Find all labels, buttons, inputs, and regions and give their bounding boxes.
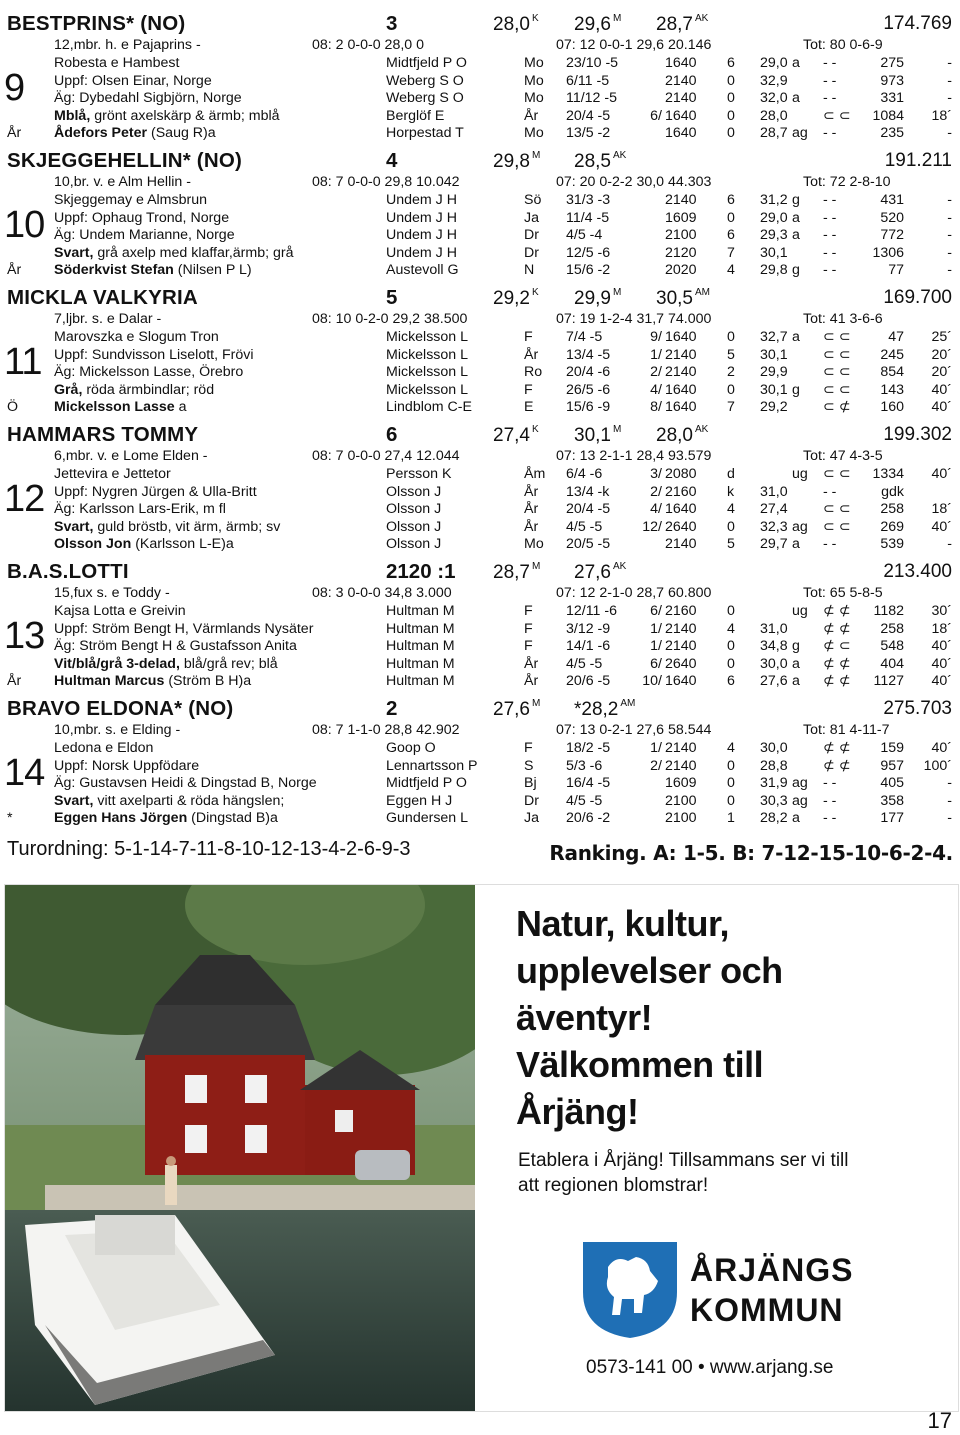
odds-value: 29,6 $^M$ [574,13,622,35]
odds-value: 28,5 $^{AK}$ [574,150,627,172]
driver-class: Ö [7,399,19,415]
post-position: 5 [386,286,398,309]
program-number: 13 [4,615,45,657]
ad-body-line: att regionen blomstrar! [518,1175,709,1196]
horse-name: B.A.S.LOTTI [7,560,129,583]
odds-value: 28,7 $^M$ [493,561,541,583]
start-row: Jettevira e Jettetor Persson K Åm 6/4 -6 3/ 2080 d ug ⊂ ⊂ 1334 40´ [54,466,952,482]
program-number: 10 [4,204,45,246]
start-row: Söderkvist Stefan (Nilsen P L) Austevoll G N 15/6 -2 2020 4 29,8 g - - 77 - [54,262,952,278]
driver-class: År [7,673,22,689]
program-number: 14 [4,752,45,794]
horse-info-row: 7,ljbr. s. e Dalar - 08: 10 0-2-0 29,2 38.500 07: 19 1-2-4 31,7 74.000 Tot: 41 3-6-6 [54,311,883,327]
start-order: Turordning: 5-1-14-7-11-8-10-12-13-4-2-6-9-3 [7,838,411,860]
horse-name: BRAVO ELDONA* (NO) [7,697,234,720]
driver-class: År [7,125,22,141]
ad-headline-line: äventyr! [516,997,653,1038]
odds-value: 28,0 $^{AK}$ [656,424,709,446]
horse-name: SKJEGGEHELLIN* (NO) [7,149,243,172]
start-row: Skjeggemay e Almsbrun Undem J H Sö 31/3 -3 2140 6 31,2 g - - 431 - [54,192,952,208]
horse-header [0,695,960,723]
ranking: Ranking. A: 1-5. B: 7-12-15-10-6-2-4. [549,841,953,865]
horse-header [0,558,960,586]
post-position: 6 [386,423,398,446]
post-position: 4 [386,149,398,172]
odds-value: 29,9 $^M$ [574,287,622,309]
horse-entry [0,695,960,830]
start-row: Äg: Ström Bengt H & Gustafsson Anita Hultman M F 14/1 -6 1/ 2140 0 34,8 g ⊄ ⊂ 548 40´ [54,638,952,654]
horse-points: 174.769 [883,13,952,34]
ad-body [518,1148,849,1198]
start-row: Svart, guld bröstb, vit ärm, ärmb; sv Olsson J År 4/5 -5 12/ 2640 0 32,3 ag ⊂ ⊂ 269 40´ [54,518,952,535]
start-row: Äg: Dybedahl Sigbjörn, Norge Weberg S O Mo 11/12 -5 2140 0 32,0 a - - 331 - [54,90,952,106]
ad-contact: 0573-141 00 • www.arjang.se [586,1357,834,1378]
ad-headline-line: Välkommen till [516,1044,764,1085]
driver-class: * [7,810,13,826]
program-number: 11 [4,341,42,383]
odds-value: 27,6 $^M$ [493,698,541,720]
horse-entry [0,147,960,282]
horse-info-row: 10,mbr. s. e Elding - 08: 7 1-1-0 28,8 42.902 07: 13 0-2-1 27,6 58.544 Tot: 81 4-11-7 [54,722,890,738]
start-row: Uppf: Nygren Jürgen & Ulla-Britt Olsson J År 13/4 -k 2/ 2160 k 31,0 - - gdk [54,483,904,500]
horse-points: 199.302 [883,424,952,445]
horse-points: 169.700 [883,287,952,308]
start-row: Uppf: Sundvisson Liselott, Frövi Mickelsson L År 13/4 -5 1/ 2140 5 30,1 ⊂ ⊂ 245 20´ [54,346,952,363]
ad-headline [516,900,783,1135]
start-row: Äg: Gustavsen Heidi & Dingstad B, Norge Midtfjeld P O Bj 16/4 -5 1609 0 31,9 ag - - 405 - [54,775,952,791]
ad-body-line: Etablera i Årjäng! Tillsammans ser vi till [518,1150,849,1171]
horse-points: 191.211 [884,150,952,171]
start-row: Marovszka e Slogum Tron Mickelsson L F 7/4 -5 9/ 1640 0 32,7 a ⊂ ⊂ 47 25´ [54,329,952,345]
start-row: Äg: Mickelsson Lasse, Örebro Mickelsson L Ro 20/4 -6 2/ 2140 2 29,9 ⊂ ⊂ 854 20´ [54,364,952,380]
driver-class: År [7,262,22,278]
horse-points: 213.400 [883,561,952,582]
horse-entry [0,10,960,145]
post-position: 3 [386,12,398,35]
start-row: Eggen Hans Jörgen (Dingstad B)a Gundersen L Ja 20/6 -2 2100 1 28,2 a - - 177 - [54,810,952,826]
horse-header [0,284,960,312]
horse-entry [0,284,960,419]
program-number: 12 [4,478,45,520]
odds-value: 27,4 $^K$ [493,424,539,446]
odds-value: 28,0 $^K$ [493,13,539,35]
ad-headline-line: Natur, kultur, [516,903,730,944]
horse-info-row: 10,br. v. e Alm Hellin - 08: 7 0-0-0 29,8 10.042 07: 20 0-2-2 30,0 44.303 Tot: 72 2-8-10 [54,174,891,190]
start-row: Svart, vitt axelparti & röda hängslen; Eggen H J Dr 4/5 -5 2100 0 30,3 ag - - 358 - [54,792,952,809]
start-row: Äg: Karlsson Lars-Erik, m fl Olsson J År 20/4 -5 4/ 1640 4 27,4 ⊂ ⊂ 258 18´ [54,501,952,517]
odds-value: 30,5 $^{AM}$ [656,287,710,309]
start-row: Äg: Undem Marianne, Norge Undem J H Dr 4/5 -4 2100 6 29,3 a - - 772 - [54,227,952,243]
odds-value: 30,1 $^M$ [574,424,622,446]
program-number: 9 [4,67,25,109]
start-row: Mblå, grönt axelskärp & ärmb; mblå Berglöf E År 20/4 -5 6/ 1640 0 28,0 ⊂ ⊂ 1084 18´ [54,107,952,124]
start-row: Ledona e Eldon Goop O F 18/2 -5 1/ 2140 4 30,0 ⊄ ⊄ 159 40´ [54,740,952,756]
ad-photo [5,885,475,1412]
start-row: Uppf: Norsk Uppfödare Lennartsson P S 5/3 -6 2/ 2140 0 28,8 ⊄ ⊄ 957 100´ [54,757,952,774]
horse-points: 275.703 [883,698,952,719]
horse-header [0,147,960,175]
horse-info-row: 6,mbr. v. e Lome Elden - 08: 7 0-0-0 27,4 12.044 07: 13 2-1-1 28,4 93.579 Tot: 47 4-3-5 [54,448,883,464]
start-row: Ådefors Peter (Saug R)a Horpestad T Mo 13/5 -2 1640 0 28,7 ag - - 235 - [54,125,952,141]
horse-header [0,421,960,449]
odds-value: 28,7 $^{AK}$ [656,13,709,35]
start-row: Kajsa Lotta e Greivin Hultman M F 12/11 -6 6/ 2160 0 ug ⊄ ⊄ 1182 30´ [54,603,952,619]
start-row: Robesta e Hambest Midtfjeld P O Mo 23/10 -5 1640 6 29,0 a - - 275 - [54,55,952,71]
horse-name: BESTPRINS* (NO) [7,12,186,35]
odds-value: 29,2 $^K$ [493,287,539,309]
horse-name: MICKLA VALKYRIA [7,286,198,309]
start-row: Vit/blå/grå 3-delad, blå/grå rev; blå Hultman M År 4/5 -5 6/ 2640 0 30,0 a ⊄ ⊄ 404 40´ [54,655,952,672]
coat-of-arms-icon [578,1237,682,1341]
odds-value: 27,6 $^{AK}$ [574,561,627,583]
start-row: Uppf: Olsen Einar, Norge Weberg S O Mo 6/11 -5 2140 0 32,9 - - 973 - [54,72,952,89]
odds-value: *28,2 $^{AM}$ [574,698,636,720]
start-row: Olsson Jon (Karlsson L-E)a Olsson J Mo 20/5 -5 2140 5 29,7 a - - 539 - [54,536,952,552]
ad-headline-line: Årjäng! [516,1091,639,1132]
start-row: Uppf: Ophaug Trond, Norge Undem J H Ja 11/4 -5 1609 0 29,0 a - - 520 - [54,209,952,226]
municipality-name-line: KOMMUN [690,1292,844,1328]
page-number: 17 [927,1408,952,1433]
driver-class [7,535,37,553]
start-row: Hultman Marcus (Ström B H)a Hultman M År 20/6 -5 10/ 1640 6 27,6 a ⊄ ⊄ 1127 40´ [54,673,952,689]
horse-name: HAMMARS TOMMY [7,423,199,446]
municipality-name-line: ÅRJÄNGS [690,1252,854,1288]
ad-headline-line: upplevelser och [516,950,783,991]
house-boat-photo [5,885,475,1412]
start-row: Uppf: Ström Bengt H, Värmlands Nysäter Hultman M F 3/12 -9 1/ 2140 4 31,0 ⊄ ⊄ 258 18´ [54,620,952,637]
post-position: 2120 :1 [386,560,456,583]
start-row: Mickelsson Lasse a Lindblom C-E E 15/6 -9 8/ 1640 7 29,2 ⊂ ⊄ 160 40´ [54,399,952,415]
municipality-name [690,1250,853,1330]
post-position: 2 [386,697,398,720]
horse-entry [0,558,960,693]
horse-entry [0,421,960,556]
start-row: Svart, grå axelp med klaffar,ärmb; grå Undem J H Dr 12/5 -6 2120 7 30,1 - - 1306 - [54,244,952,261]
start-row: Grå, röda ärmbindlar; röd Mickelsson L F 26/5 -6 4/ 1640 0 30,1 g ⊂ ⊂ 143 40´ [54,381,952,398]
horse-header [0,10,960,38]
horse-info-row: 12,mbr. h. e Pajaprins - 08: 2 0-0-0 28,0 0 07: 12 0-0-1 29,6 20.146 Tot: 80 0-6-9 [54,37,883,53]
horse-info-row: 15,fux s. e Toddy - 08: 3 0-0-0 34,8 3.000 07: 12 2-1-0 28,7 60.800 Tot: 65 5-8-5 [54,585,883,601]
odds-value: 29,8 $^M$ [493,150,541,172]
